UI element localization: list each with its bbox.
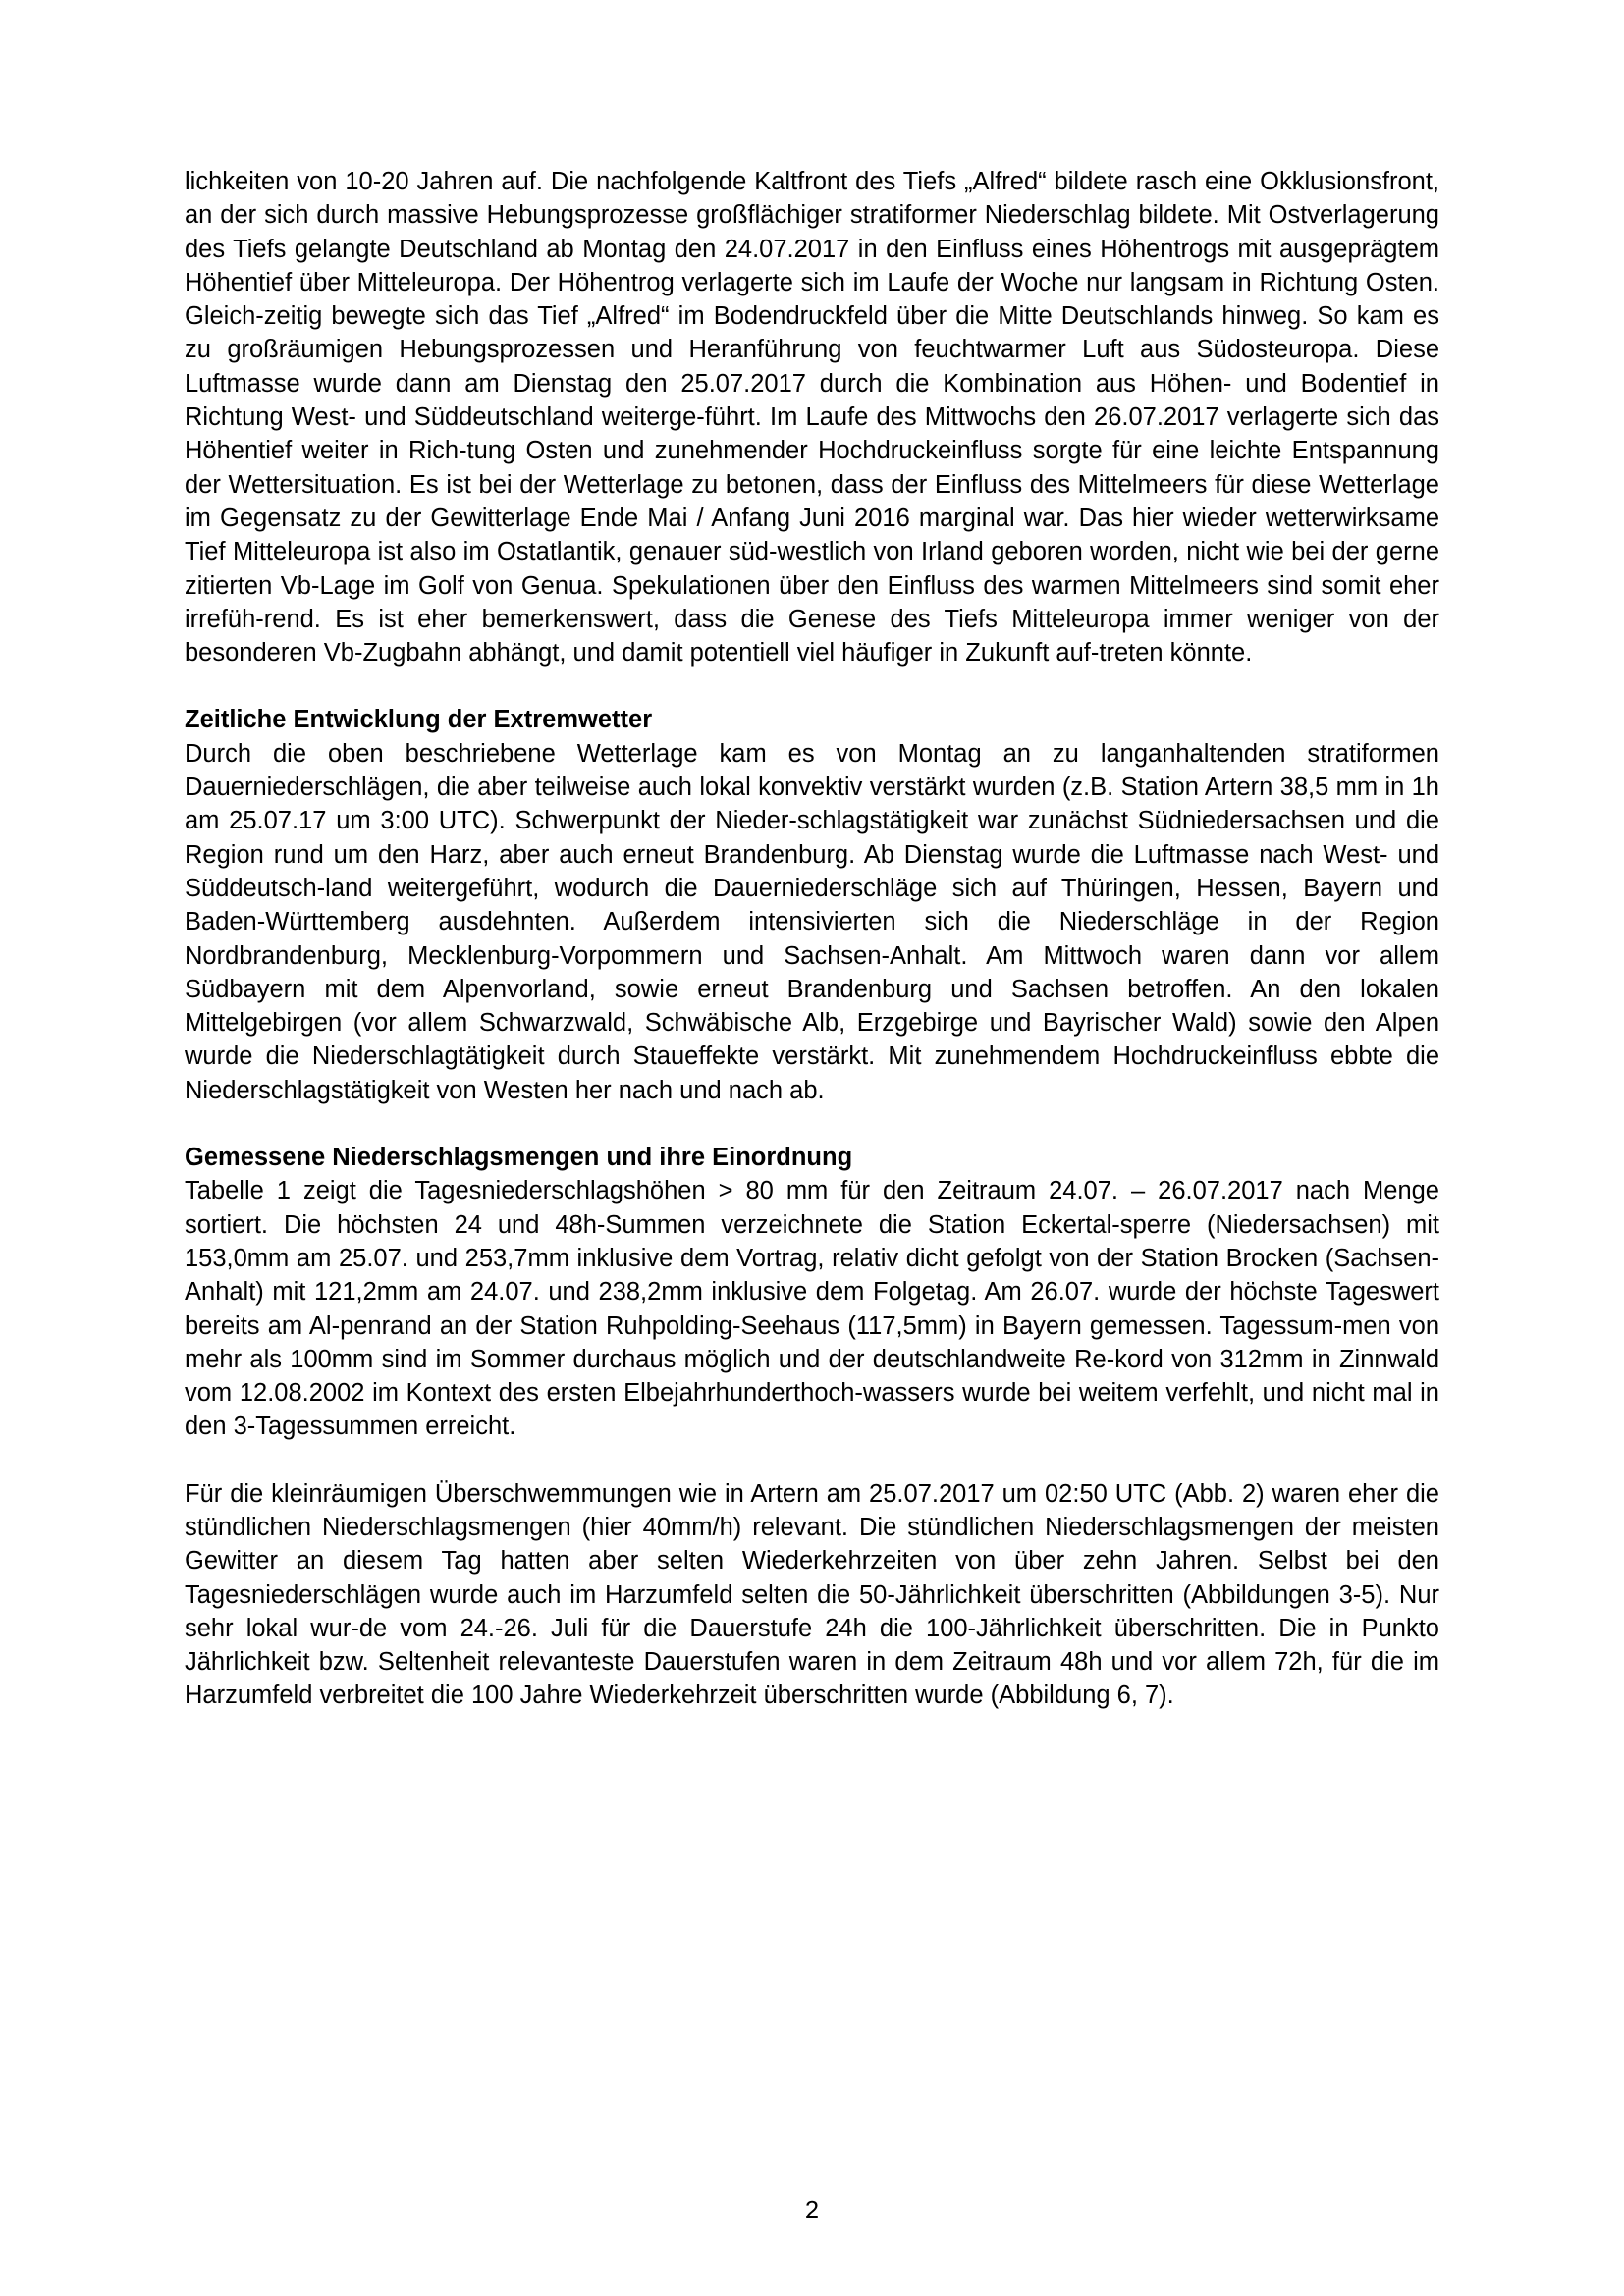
- heading-gemessene-niederschlagsmengen: Gemessene Niederschlagsmengen und ihre Einordnung: [185, 1144, 853, 1172]
- page-number: 2: [804, 2197, 820, 2224]
- heading-zeitliche-entwicklung: Zeitliche Entwicklung der Extremwetter: [185, 706, 653, 734]
- paragraph-gemessene-niederschlagsmengen: Tabelle 1 zeigt die Tagesniederschlagshöhen > 80 mm für den Zeitraum 24.07. – 26.07.2017 nach Menge sortiert. Die höchsten 24 und 48h-Summen verzeichnete die Station Eckertal-sperre (Niedersachsen) mit 153,0mm am 25.07. und 253,7mm inklusive dem Vortrag, relativ dicht gefolgt von der Station Brocken (Sachsen-Anhalt) mit 121,2mm am 24.07. und 238,2mm inklusive dem Folgetag. Am 26.07. wurde der höchste Tageswert bereits am Al-penrand an der Station Ruhpolding-Seehaus (117,5mm) in Bayern gemessen. Tagessum-men von mehr als 100mm sind im Sommer durchaus möglich und der deutschlandweite Re-kord von 312mm in Zinnwald vom 12.08.2002 im Kontext des ersten Elbejahrhunderthoch-wassers wurde bei weitem verfehlt, und nicht mal in den 3-Tagessummen erreicht.: [185, 1177, 1439, 1441]
- paragraph-gap-2: [185, 1107, 1439, 1141]
- paragraph-zeitliche-entwicklung: Durch die oben beschriebene Wetterlage kam es von Montag an zu langanhaltenden stratiformen Dauerniederschlägen, die aber teilweise auch lokal konvektiv verstärkt wurden (z.B. Station Artern 38,5 mm in 1h am 25.07.17 um 3:00 UTC). Schwerpunkt der Nieder-schlagstätigkeit war zunächst Südniedersachsen und die Region rund um den Harz, aber auch erneut Brandenburg. Ab Dienstag wurde die Luftmasse nach West- und Süddeutsch-land weitergeführt, wodurch die Dauerniederschläge sich auf Thüringen, Hessen, Bayern und Baden-Württemberg ausdehnten. Außerdem intensivierten sich die Niederschläge in der Region Nordbrandenburg, Mecklenburg-Vorpommern und Sachsen-Anhalt. Am Mittwoch waren dann vor allem Südbayern mit dem Alpenvorland, sowie erneut Brandenburg und Sachsen betroffen. An den lokalen Mittelgebirgen (vor allem Schwarzwald, Schwäbische Alb, Erzgebirge und Bayrischer Wald) sowie den Alpen wurde die Niederschlagtätigkeit durch Staueffekte verstärkt. Mit zunehmendem Hochdruckeinfluss ebbte die Niederschlagstätigkeit von Westen her nach und nach ab.: [185, 739, 1439, 1104]
- document-body: [185, 165, 1439, 1713]
- paragraph-kleinraeumige-ueberschwemmungen: Für die kleinräumigen Überschwemmungen wie in Artern am 25.07.2017 um 02:50 UTC (Abb. 2) waren eher die stündlichen Niederschlagsmengen (hier 40mm/h) relevant. Die stündlichen Niederschlagsmengen der meisten Gewitter an diesem Tag hatten aber selten Wiederkehrzeiten von über zehn Jahren. Selbst bei den Tagesniederschlägen wurde auch im Harzumfeld selten die 50-Jährlichkeit überschritten (Abbildungen 3-5). Nur sehr lokal wur-de vom 24.-26. Juli für die Dauerstufe 24h die 100-Jährlichkeit überschritten. Die in Punkto Jährlichkeit bzw. Seltenheit relevanteste Dauerstufen waren in dem Zeitraum 48h und vor allem 72h, für die im Harzumfeld verbreitet die 100 Jahre Wiederkehrzeit überschritten wurde (Abbildung 6, 7).: [185, 1479, 1439, 1710]
- paragraph-gap-1: [185, 669, 1439, 703]
- paragraph-gap-3: [185, 1444, 1439, 1477]
- paragraph-weather-situation: lichkeiten von 10-20 Jahren auf. Die nachfolgende Kaltfront des Tiefs „Alfred“ bildete rasch eine Okklusionsfront, an der sich durch massive Hebungsprozesse großflächiger stratiformer Niederschlag bildete. Mit Ostverlagerung des Tiefs gelangte Deutschland ab Montag den 24.07.2017 in den Einfluss eines Höhentrogs mit ausgeprägtem Höhentief über Mitteleuropa. Der Höhentrog verlagerte sich im Laufe der Woche nur langsam in Richtung Osten. Gleich-zeitig bewegte sich das Tief „Alfred“ im Bodendruckfeld über die Mitte Deutschlands hinweg. So kam es zu großräumigen Hebungsprozessen und Heranführung von feuchtwarmer Luft aus Südosteuropa. Diese Luftmasse wurde dann am Dienstag den 25.07.2017 durch die Kombination aus Höhen- und Bodentief in Richtung West- und Süddeutschland weiterge-führt. Im Laufe des Mittwochs den 26.07.2017 verlagerte sich das Höhentief weiter in Rich-tung Osten und zunehmender Hochdruckeinfluss sorgte für eine leichte Entspannung der Wettersituation. Es ist bei der Wetterlage zu betonen, dass der Einfluss des Mittelmeers für diese Wetterlage im Gegensatz zu der Gewitterlage Ende Mai / Anfang Juni 2016 marginal war. Das hier wieder wetterwirksame Tief Mitteleuropa ist also im Ostatlantik, genauer süd-westlich von Irland geboren worden, nicht wie bei der gerne zitierten Vb-Lage im Golf von Genua. Spekulationen über den Einfluss des warmen Mittelmeers sind somit eher irrefüh-rend. Es ist eher bemerkenswert, dass die Genese des Tiefs Mitteleuropa immer weniger von der besonderen Vb-Zugbahn abhängt, und damit potentiell viel häufiger in Zukunft auf-treten könnte.: [185, 168, 1439, 667]
